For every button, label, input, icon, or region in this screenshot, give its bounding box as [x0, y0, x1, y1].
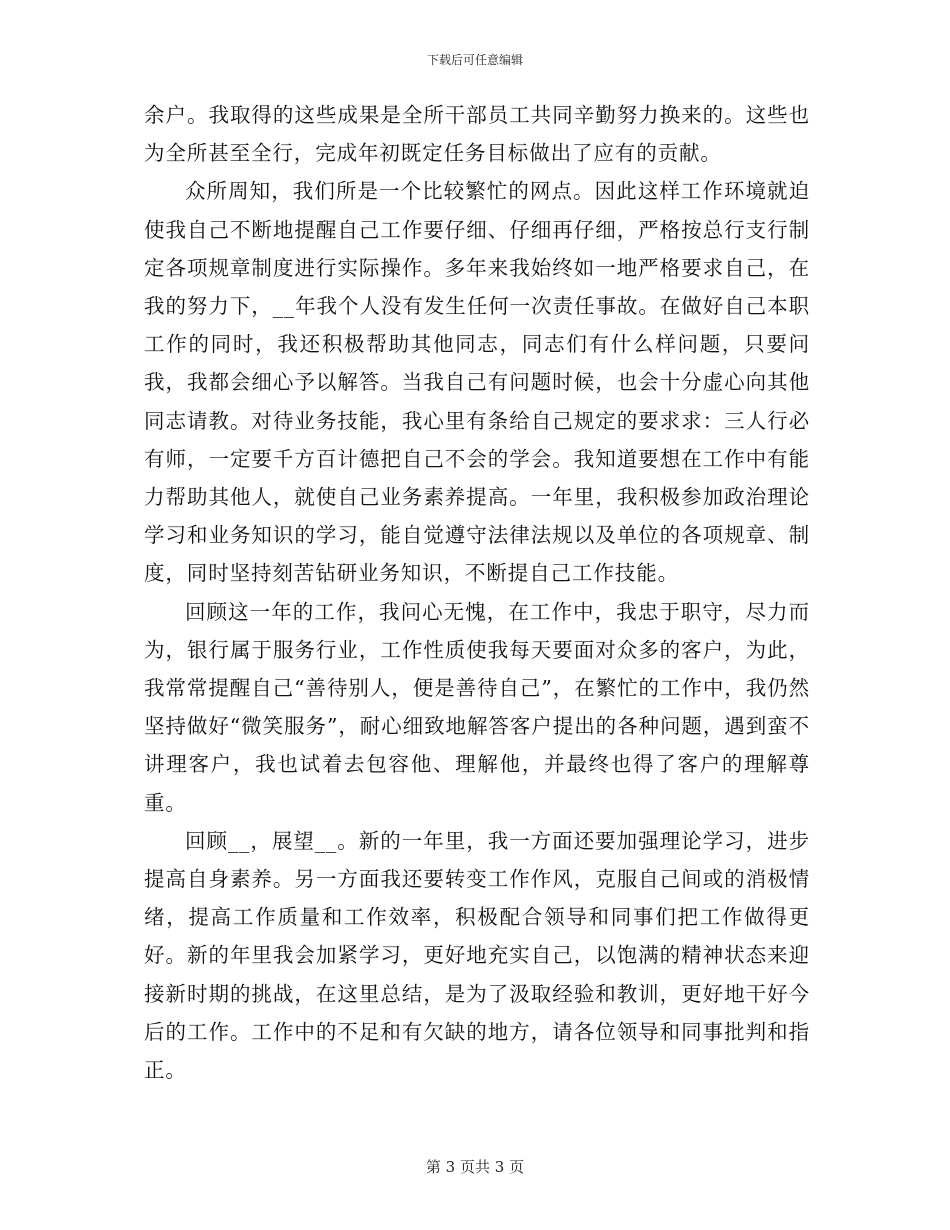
paragraph-continuation: 余户。我取得的这些成果是全所干部员工共同辛勤努力换来的。这些也为全所甚至全行，完成年初既定任务目标做出了应有的贡献。: [144, 103, 810, 166]
page-footer: 第 3 页共 3 页: [425, 1158, 525, 1176]
document-body: [144, 96, 810, 1089]
page-header: 下载后可任意编辑: [426, 53, 523, 67]
paragraph-review-work: 回顾这一年的工作，我问心无愧，在工作中，我忠于职守，尽力而为，银行属于服务行业，工作性质使我每天要面对众多的客户，为此，我常常提醒自己“善待别人，便是善待自己”，在繁忙的工作中，我仍然坚持做好“微笑服务”，耐心细致地解答客户提出的各种问题，遇到蛮不讲理客户，我也试着去包容他、理解他，并最终也得了客户的理解尊重。: [144, 599, 810, 815]
paragraph-busy-branch: 众所周知，我们所是一个比较繁忙的网点。因此这样工作环境就迫使我自己不断地提醒自己工作要仔细、仔细再仔细，严格按总行支行制定各项规章制度进行实际操作。多年来我始终如一地严格要求自己，在我的努力下，__年我个人没有发生任何一次责任事故。在做好自己本职工作的同时，我还积极帮助其他同志，同志们有什么样问题，只要问我，我都会细心予以解答。当我自己有问题时候，也会十分虚心向其他同志请教。对待业务技能，我心里有条给自己规定的要求求：三人行必有师，一定要千方百计德把自己不会的学会。我知道要想在工作中有能力帮助其他人，就使自己业务素养提高。一年里，我积极参加政治理论学习和业务知识的学习，能自觉遵守法律法规以及单位的各项规章、制度，同时坚持刻苦钻研业务知识，不断提自己工作技能。: [144, 179, 810, 586]
paragraph-outlook: 回顾__，展望__。新的一年里，我一方面还要加强理论学习，进步提高自身素养。另一方面我还要转变工作作风，克服自己间或的消极情绪，提高工作质量和工作效率，积极配合领导和同事们把工作做得更好。新的年里我会加紧学习，更好地充实自己，以饱满的精神状态来迎接新时期的挑战，在这里总结，是为了汲取经验和教训，更好地干好今后的工作。工作中的不足和有欠缺的地方，请各位领导和同事批判和指正。: [144, 828, 810, 1083]
